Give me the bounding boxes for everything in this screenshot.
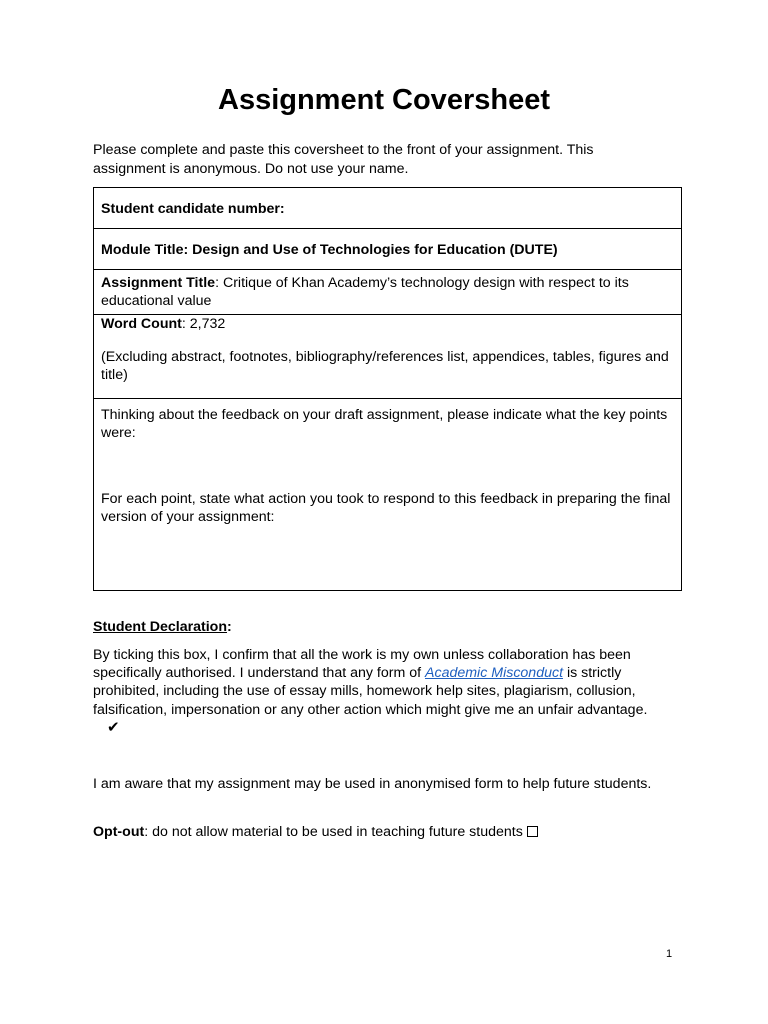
word-count-label: Word Count: [101, 316, 182, 332]
row-word-count: [94, 315, 681, 399]
optout-checkbox[interactable]: [527, 826, 538, 837]
student-number-label: Student candidate number:: [101, 201, 285, 217]
row-student-number[interactable]: [94, 188, 681, 229]
word-count: [101, 315, 673, 333]
page-number: 1: [666, 948, 673, 960]
declaration-text-part1: By ticking this box, I confirm that all the work is my own unless collaboration has been specifically authorised. I understand that any form of: [93, 647, 631, 682]
module-title: Module Title: Design and Use of Technologies for Education (DUTE): [101, 242, 558, 258]
optout-label: Opt-out: [93, 824, 145, 840]
assignment-title-value: : Critique of Khan Academy’s technology design with respect to its educational value: [101, 275, 629, 309]
declaration-heading: Student Declaration:: [93, 619, 232, 635]
coversheet-table: [93, 187, 682, 591]
assignment-title: [101, 274, 673, 310]
declaration-text-part2: is strictly prohibited, including the use of essay mills, homework help sites, plagiarism, collusion, falsification, impersonation or any other action which might give me an unfair advantage.: [93, 665, 648, 718]
consent-text: I am aware that my assignment may be used in anonymised form to help future students.: [93, 776, 652, 792]
intro-text: [93, 141, 683, 178]
word-count-note: (Excluding abstract, footnotes, bibliography/references list, appendices, tables, figures and title): [101, 349, 669, 383]
word-count-value: : 2,732: [181, 316, 226, 332]
row-feedback[interactable]: [94, 399, 681, 592]
intro-line-2: assignment is anonymous. Do not use your name.: [93, 160, 409, 177]
intro-line-1: Please complete and paste this coversheet to the front of your assignment. This: [93, 142, 594, 158]
feedback-prompt: Thinking about the feedback on your draft assignment, please indicate what the key points were:: [101, 407, 668, 441]
declaration-text: [93, 646, 673, 737]
optout-text: : do not allow material to be used in teaching future students: [144, 824, 523, 840]
action-prompt: For each point, state what action you took to respond to this feedback in preparing the final version of your assignment:: [101, 491, 671, 525]
assignment-title-label: Assignment Title: [101, 275, 216, 291]
page-title: Assignment Coversheet: [218, 84, 550, 116]
academic-misconduct-link[interactable]: Academic Misconduct: [425, 665, 564, 682]
row-module-title: [94, 229, 681, 270]
row-assignment-title: [94, 270, 681, 315]
declaration-check-icon[interactable]: ✔: [107, 718, 120, 736]
optout-line: [93, 823, 538, 841]
